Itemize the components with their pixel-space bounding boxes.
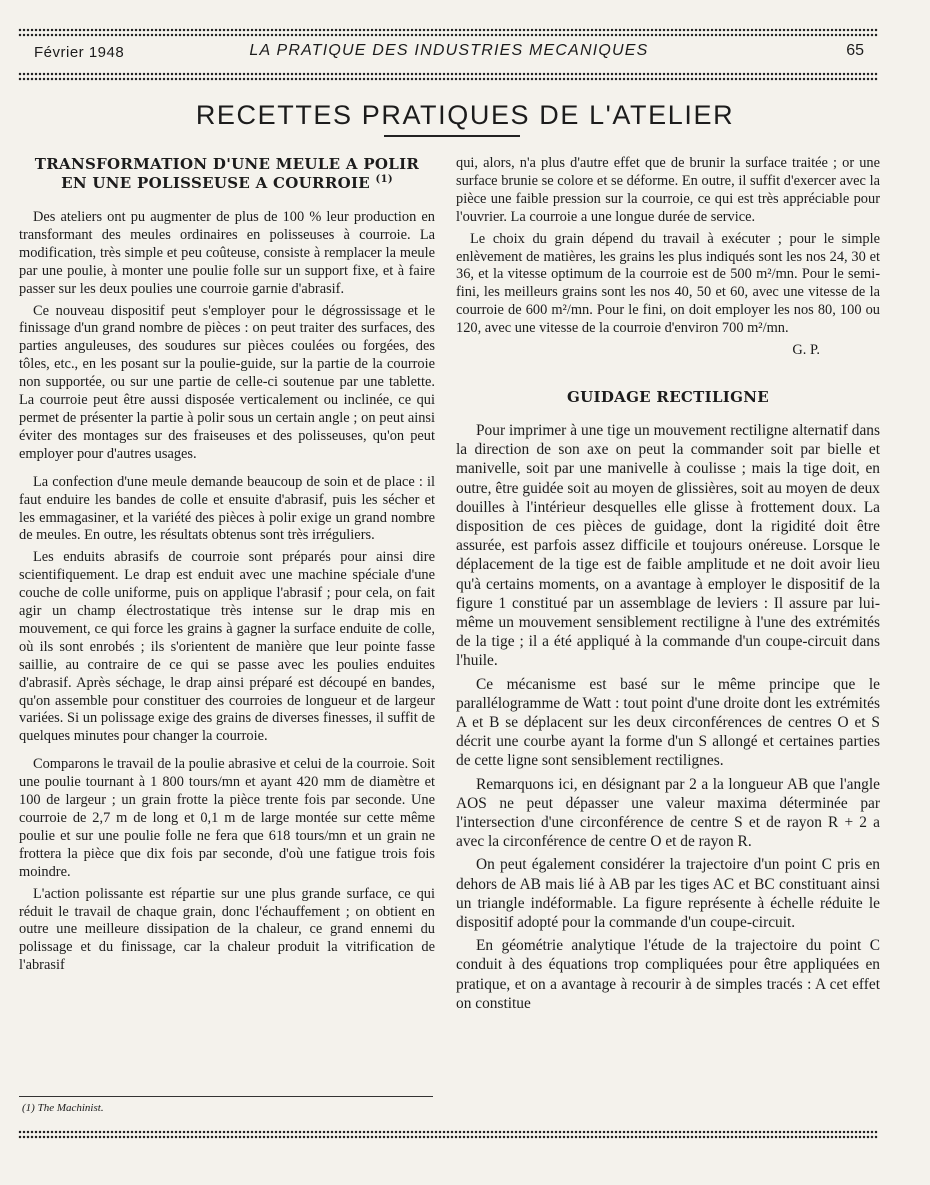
article1-paragraph-3: La confection d'une meule demande beaucoup de soin et de place : il faut enduire les bandes de colle et ensuite d'abrasif, puis les sécher et les emmagasiner, et la variété des pièces à polir exige un grand nombre de meules. En outre, les résultats obtenus sont très irréguliers. xyxy=(19,473,435,544)
header-journal: LA PRATIQUE DES INDUSTRIES MECANIQUES xyxy=(249,42,649,59)
header-dotted-rule-1 xyxy=(18,72,878,76)
right-column xyxy=(456,155,880,1017)
bottom-dotted-rule-2 xyxy=(18,1135,878,1139)
article1-signature: G. P. xyxy=(792,342,820,359)
header-dotted-rule-2 xyxy=(18,77,878,81)
article2-paragraph-2: Ce mécanisme est basé sur le même principe que le parallélogramme de Watt : tout point d'une droite dont les extrémités A et B se déplacent sur les deux circonférences de centres O et S décrit une courbe ayant la forme d'un S allongé et certaines parties de cette ligne sont sensiblement rectilignes. xyxy=(456,675,880,770)
top-dotted-rule-2 xyxy=(18,33,878,37)
article2-paragraph-5: En géométrie analytique l'étude de la trajectoire du point C conduit à des équations trop compliquées pour être appliquées en pratique, et on a avantage à recourir à de simples tracés : A cet effet on constitue xyxy=(456,937,880,1012)
article2-title: GUIDAGE RECTILIGNE xyxy=(567,387,769,406)
article1-title xyxy=(19,155,435,193)
article2-paragraph-4: On peut également considérer la trajectoire d'un point C pris en dehors de AB mais lié à AB par les tiges AC et BC constituant ainsi un triangle indéformable. La figure représente à échelle réduite le dispositif adopté pour la commande d'un coupe-circuit. xyxy=(456,856,880,932)
article1-paragraph-6: L'action polissante est répartie sur une plus grande surface, ce qui réduit le travail de chaque grain, donc l'échauffement ; on obtient en outre une meilleure dissipation de la chaleur, ce grand ennemi du polissage et du finissage, car la chaleur produit la vitrification de l'abrasif xyxy=(19,885,435,974)
article1-paragraph-5: Comparons le travail de la poulie abrasive et celui de la courroie. Soit une poulie tournant à 1 800 tours/mn et ayant 420 mm de diamètre et 100 de largeur ; un grain frotte la pièce trente fois par seconde. Une courroie de 2,7 m de long et 0,1 m de large montée sur cette même poulie et sur une poulie folle ne fera que 618 tours/mn et un grain ne frottera la pièce que dix fois par seconde, d'où une fatigue trois fois moindre. xyxy=(19,756,435,880)
running-header xyxy=(34,40,864,66)
article1-title-line2: EN UNE POLISSEUSE A COURROIE xyxy=(61,174,370,192)
section-title: RECETTES PRATIQUES DE L'ATELIER xyxy=(195,100,735,130)
article1-paragraph-1: Des ateliers ont pu augmenter de plus de 100 % leur production en transformant des meules ordinaires en polisseuses à courroie. La modification, très simple et peu coûteuse, consiste à remplacer la meule par une poulie, à monter une poulie folle sur un support fixe, et à faire passer sur les deux poulies une courroie garnie d'abrasif. xyxy=(19,209,435,297)
footnote-rule xyxy=(19,1096,433,1097)
article2-paragraph-3: Remarquons ici, en désignant par 2 a la longueur AB que l'angle AOS ne peut dépasser une valeur maxima déterminée par l'intersection d'une circonférence de centre S et de rayon R + 2 a avec la circonférence de centre O et de rayon R. xyxy=(456,775,880,851)
article2-paragraph-1: Pour imprimer à une tige un mouvement rectiligne alternatif dans la direction de son axe on peut la commander soit par bielle et manivelle, soit par une manivelle à coulisse ; mais la tige doit, en outre, être guidée soit au moyen de glissières, soit au moyen de deux douilles à l'intérieur desquelles elle glisse à frottement doux. La disposition de ces pièces de guidage, dont la rigidité doit être assurée, est parfois assez difficile et toujours onéreuse. Lorsque le déplacement de la tige est de faible amplitude et ne doit avoir lieu qu'à certains moments, on a avantage à employer le dispositif de la figure 1 constitué par un assemblage de leviers : Il assure par lui-même un mouvement sensiblement rectiligne à l'une des extrémités de la tige ; il a été appliqué à la commande d'un coupe-circuit dans l'huile. xyxy=(456,421,880,670)
article1-title-line1: TRANSFORMATION D'UNE MEULE A POLIR xyxy=(34,155,420,173)
footnote: (1) The Machinist. xyxy=(22,1102,104,1114)
header-date: Février 1948 xyxy=(34,44,125,61)
article1-paragraph-7: qui, alors, n'a plus d'autre effet que de brunir la surface traitée ; or une surface brunie se colore et se déforme. En outre, il suffit d'exercer avec la pièce une faible pression sur la courroie, ce qui est très appréciable pour l'ouvrier. La courroie a une longue durée de service. xyxy=(456,155,880,225)
article1-paragraph-2: Ce nouveau dispositif peut s'employer pour le dégrossissage et le finissage d'un grand nombre de pièces : on peut traiter des surfaces, des parties anguleuses, des soudures sur pièces coulées ou forgées, des tôles, etc., en les posant sur la poulie-guide, sur la partie de la courroie non supportée, ou sur une partie de celle-ci soutenue par une tablette. La courroie peut être aussi disposée verticalement ou inclinée, ce qui permet de présenter la partie à polir sous un certain angle ; on peut ainsi éviter des montages sur des fraiseuses et des polisseuses, qu'on peut employer pour d'autres usages. xyxy=(19,302,435,462)
article2-body xyxy=(456,421,880,1013)
bottom-dotted-rule-1 xyxy=(18,1130,878,1134)
header-page-number: 65 xyxy=(846,42,864,59)
article1-footnote-marker: (1) xyxy=(375,174,393,185)
article1-paragraph-4: Les enduits abrasifs de courroie sont préparés pour ainsi dire scientifiquement. Le drap est enduit avec une machine spéciale d'une couche de colle uniforme, puis on applique l'abrasif ; pour cela, on fait agir un champ électrostatique très intense sur le drap mis en mouvement, ce qui force les grains à gagner la surface enduite de colle, où ils sont enrobés ; ils s'orientent de manière que leur pointe fasse saillie, au contraire de ce qui se passe avec les poulies enduites d'abrasif. Après séchage, le drap ainsi préparé est découpé en bandes, qu'on assemble pour constituer des courroies de longueur et de largeur variées. Si un polissage exige des grains de diverses finesses, il suffit de quelques minutes pour changer la courroie. xyxy=(19,549,435,745)
article1-paragraph-8: Le choix du grain dépend du travail à exécuter ; pour le simple enlèvement de matières, les grains les plus indiqués sont les nos 24, 30 et 36, et la vitesse optimum de la courroie est de 500 m²/mn. Pour le semi-fini, les meilleurs grains sont les nos 40, 50 et 60, avec une vitesse de la courroie de 600 m²/mn. Pour le fini, on doit employer les nos 80, 100 ou 120, avec une vitesse de la courroie d'environ 700 m²/mn. xyxy=(456,230,880,337)
top-dotted-rule-1 xyxy=(18,28,878,32)
title-underline xyxy=(384,135,520,137)
left-column xyxy=(19,155,435,979)
